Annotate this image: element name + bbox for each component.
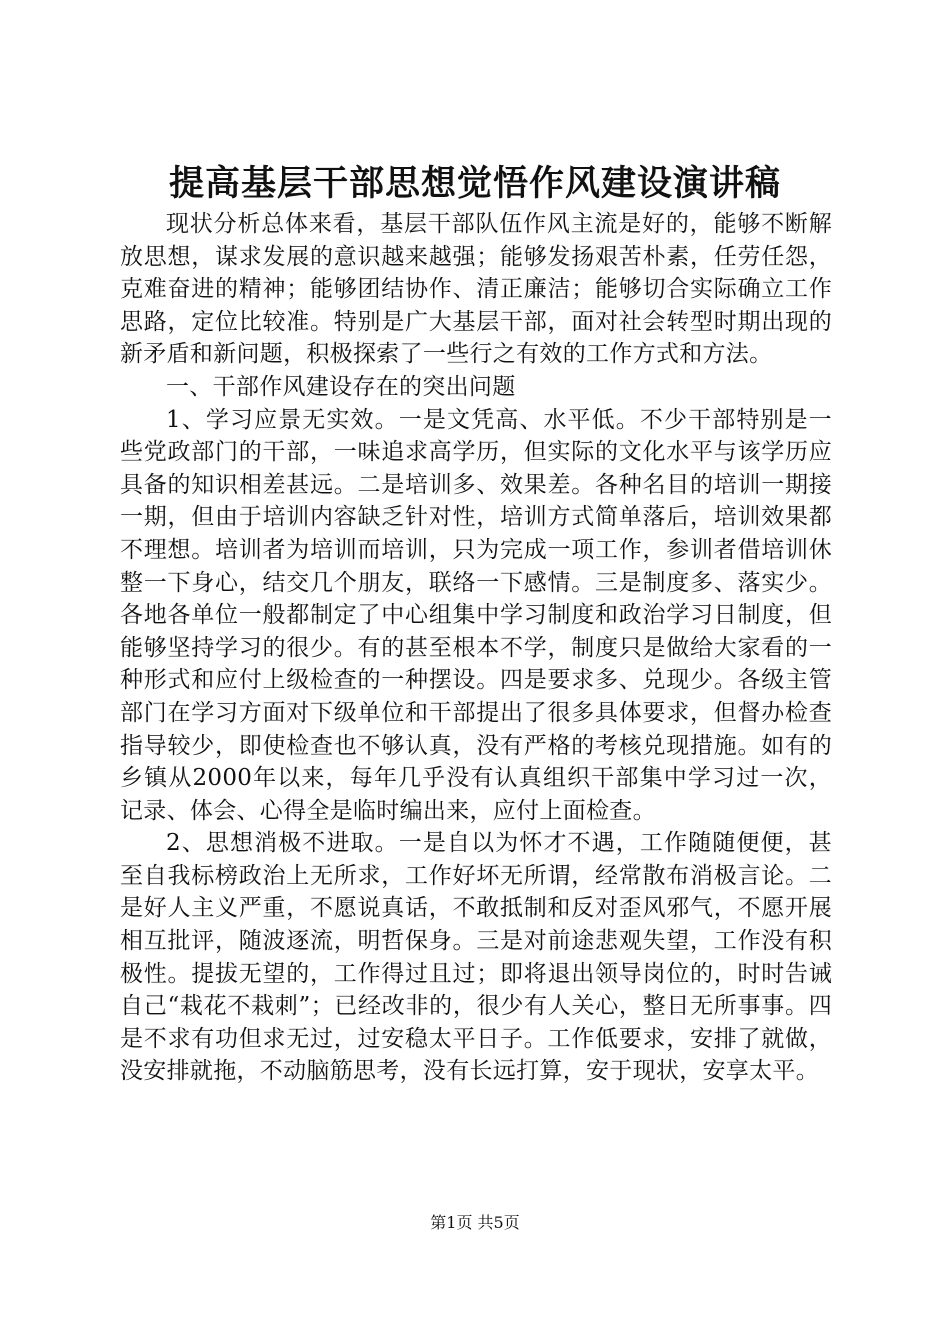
page-number: 第1页 共5页 bbox=[430, 1213, 520, 1232]
document-title: 提高基层干部思想觉悟作风建设演讲稿 bbox=[168, 163, 781, 204]
paragraph-study: 1、学习应景无实效。一是文凭高、水平低。不少干部特别是一些党政部门的干部，一味追求高学历，但实际的文化水平与该学历应具备的知识相差甚远。二是培训多、效果差。各种名目的培训一期接一期，但由于培训内容缺乏针对性，培训方式简单落后，培训效果都不理想。培训者为培训而培训，只为完成一项工作，参训者借培训休整一下身心，结交几个朋友，联络一下感情。三是制度多、落实少。各地各单位一般都制定了中心组集中学习制度和政治学习日制度，但能够坚持学习的很少。有的甚至根本不学，制度只是做给大家看的一种形式和应付上级检查的一种摆设。四是要求多、兑现少。各级主管部门在学习方面对下级单位和干部提出了很多具体要求，但督办检查指导较少，即使检查也不够认真，没有严格的考核兑现措施。如有的乡镇从2000年以来，每年几乎没有认真组织干部集中学习过一次，记录、体会、心得全是临时编出来，应付上面检查。 bbox=[120, 406, 832, 824]
paragraph-thinking: 2、思想消极不进取。一是自以为怀才不遇，工作随随便便，甚至自我标榜政治上无所求，工作好坏无所谓，经常散布消极言论。二是好人主义严重，不愿说真话，不敢抵制和反对歪风邪气，不愿开展相互批评，随波逐流，明哲保身。三是对前途悲观失望，工作没有积极性。提拔无望的，工作得过且过；即将退出领导岗位的，时时告诫自己“栽花不栽刺”；已经改非的，很少有人关心，整日无所事事。四是不求有功但求无过，过安稳太平日子。工作低要求，安排了就做，没安排就拖，不动脑筋思考，没有长远打算，安于现状，安享太平。 bbox=[120, 830, 832, 1085]
section-heading: 一、干部作风建设存在的突出问题 bbox=[166, 373, 516, 400]
paragraph-overview: 现状分析总体来看，基层干部队伍作风主流是好的，能够不断解放思想，谋求发展的意识越来越强；能够发扬艰苦朴素，任劳任怨，克难奋进的精神；能够团结协作、清正廉洁；能够切合实际确立工作思路，定位比较准。特别是广大基层干部，面对社会转型时期出现的新矛盾和新问题，积极探索了一些行之有效的工作方式和方法。 bbox=[120, 211, 832, 368]
document-body bbox=[120, 208, 832, 1088]
